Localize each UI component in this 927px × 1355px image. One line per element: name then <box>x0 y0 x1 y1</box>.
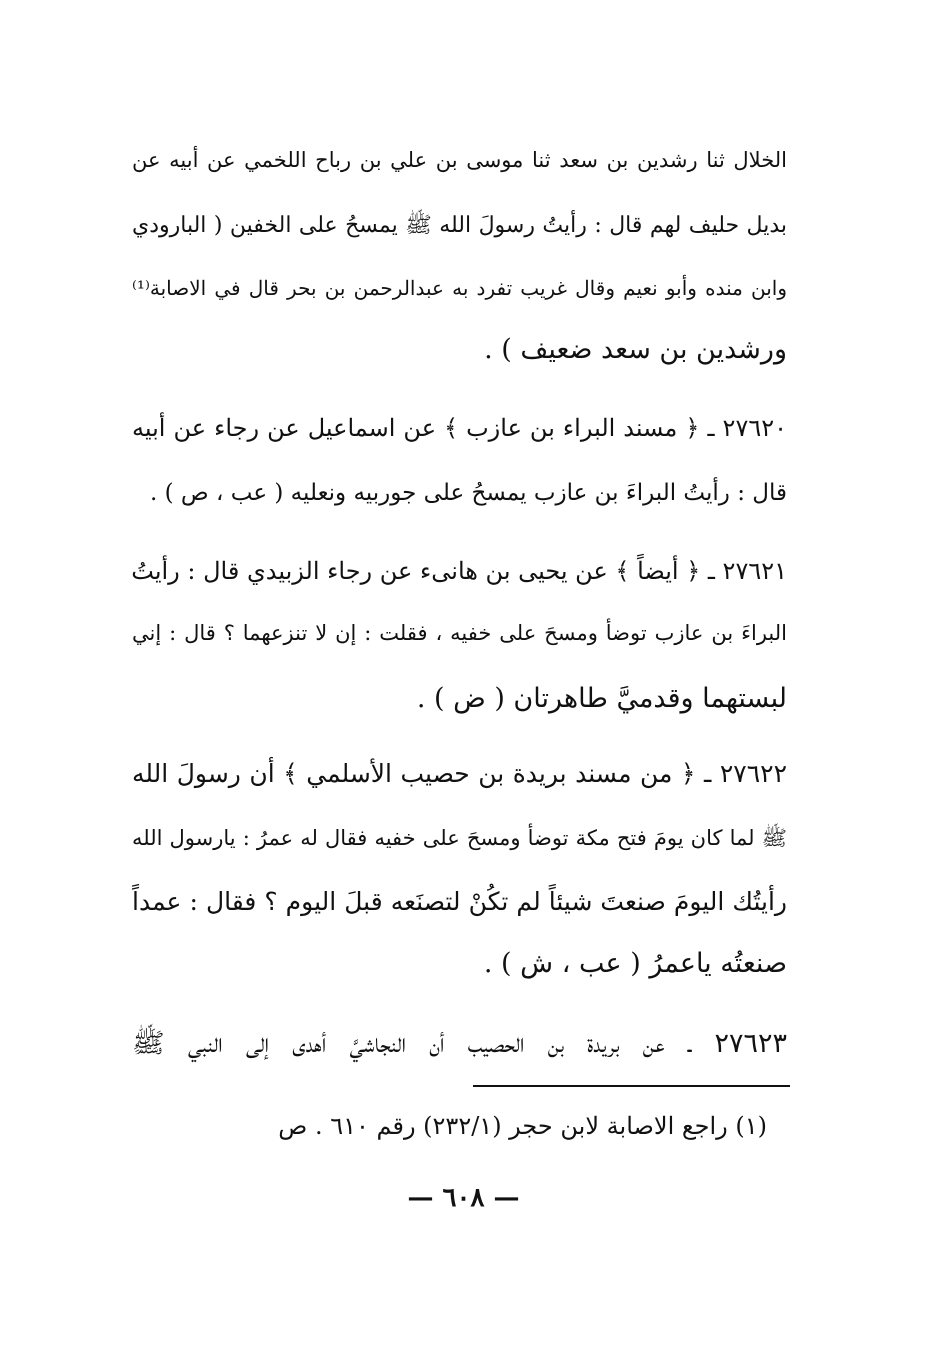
text-line: رأيتُك اليومَ صنعتَ شيئاً لم تكُنْ لتصنَعه قبلَ اليوم ؟ فقال : عمداً <box>132 887 787 916</box>
text-line: وابن منده وأبو نعيم وقال غريب تفرد به عبدالرحمن بن بحر قال في الاصابة⁽¹⁾ <box>132 276 787 300</box>
page-number: — ٦٠٨ — <box>407 1183 520 1213</box>
text-line: ٢٧٦٢١ ـ ﴿ أيضاً ﴾ عن يحيى بن هانىء عن رجاء الزبيدي قال : رأيتُ <box>131 557 787 585</box>
text-line: ورشدين بن سعد ضعيف ) . <box>484 334 787 365</box>
text-line: قال : رأيتُ البراءَ بن عازب يمسحُ على جوربيه ونعليه ( عب ، ص ) . <box>150 480 787 506</box>
text-line: ٢٧٦٢٣ ـ عن بريدة بن الحصيب أن النجاشيَّ أهدى إلى النبي ﷺ <box>132 1028 787 1059</box>
text-line: لبستهما وقدميَّ طاهرتان ( ض ) . <box>416 683 787 714</box>
text-line: ٢٧٦٢٢ ـ ﴿ من مسند بريدة بن حصيب الأسلمي ﴾ أن رسولَ الله <box>132 759 787 788</box>
text-line: ﷺ لما كان يومَ فتح مكة توضأ ومسحَ على خفيه فقال له عمرُ : يارسول الله <box>132 826 787 850</box>
text-line: ٢٧٦٢٠ ـ ﴿ مسند البراء بن عازب ﴾ عن اسماعيل عن رجاء عن أبيه <box>132 414 787 442</box>
text-line: البراءَ بن عازب توضأ ومسحَ على خفيه ، فقلت : إن لا تنزعهما ؟ قال : إني <box>132 621 787 645</box>
text-line: بديل حليف لهم قال : رأيتُ رسولَ الله ﷺ يمسحُ على الخفين ( البارودي <box>132 213 787 238</box>
text-line: صنعتُه ياعمرُ ( عب ، ش ) . <box>483 948 787 979</box>
text-line: الخلال ثنا رشدين بن سعد ثنا موسى بن علي بن رباح اللخمي عن أبيه عن <box>132 148 787 172</box>
footnote: (١) راجع الاصابة لابن حجر (٢٣٢/١) رقم ٦١٠ . ص <box>278 1112 767 1140</box>
footnote-separator <box>473 1085 790 1087</box>
